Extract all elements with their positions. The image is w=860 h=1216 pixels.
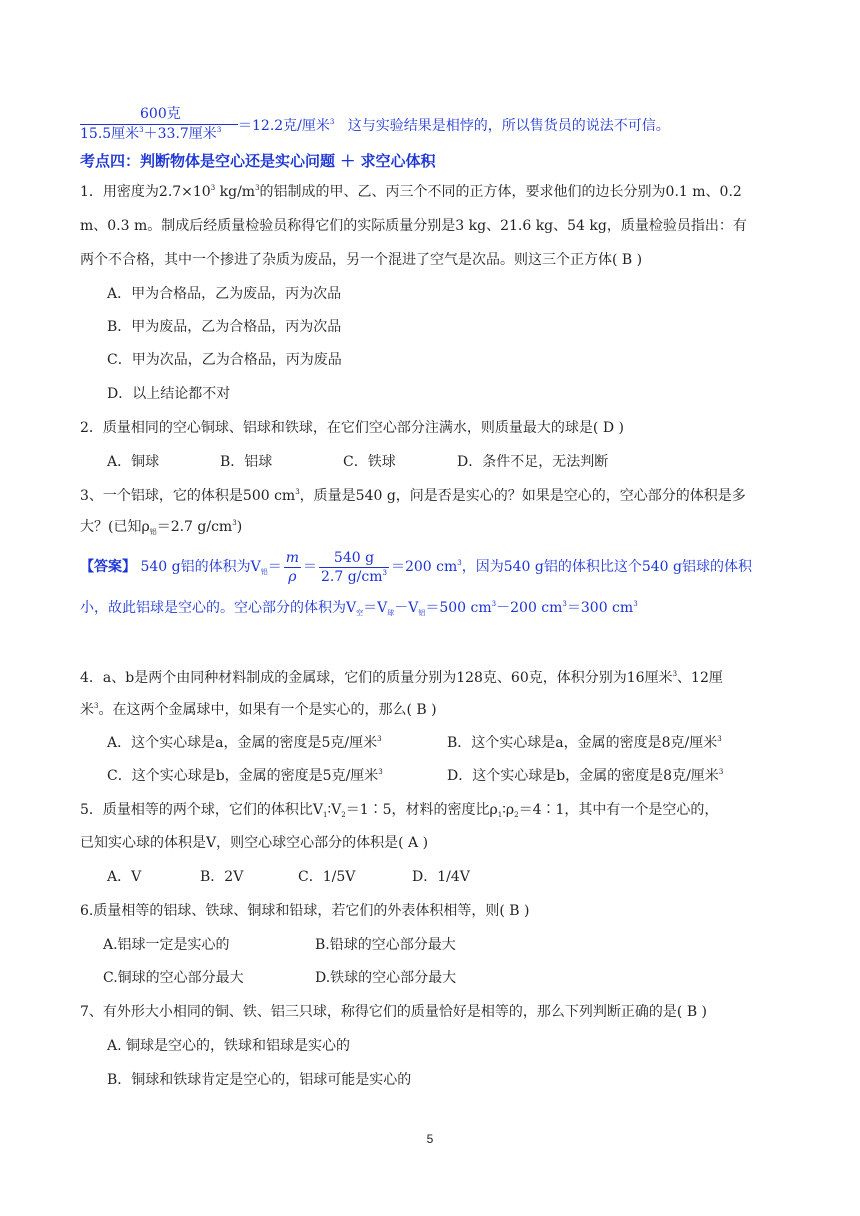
formula-result: ＝12.2克/厘米$^3$ 这与实验结果是相悖的，所以售货员的说法不可信。 xyxy=(238,118,670,134)
q5-option-d: D．1/4V xyxy=(412,869,470,885)
answer-fraction-values: $\frac{540 g}{2.7 g/cm^3}$ xyxy=(320,549,387,585)
q4-option-b: B．这个实心球是a，金属的密度是8克/厘米$^3$ xyxy=(447,735,722,751)
answer-fraction-m-rho: $\frac{m}{\rho}$ xyxy=(285,549,299,585)
q3-line2: 大？(已知$\rho_铝=2.7$ $g/cm^3$) xyxy=(80,519,243,536)
q2-option-b: B．铝球 xyxy=(220,454,273,470)
q4-option-c: C．这个实心球是b，金属的密度是5克/厘米$^3$ xyxy=(107,768,383,784)
q1-option-d: D．以上结论都不对 xyxy=(107,386,231,402)
q1-line2: m、0.3 m。制成后经质量检验员称得它们的实际质量分别是3 kg、21.6 kg、54 kg，质量检验员指出：有 xyxy=(80,218,747,234)
section-title: 考点四：判断物体是空心还是实心问题 ＋ 求空心体积 xyxy=(80,152,436,170)
q1-line3: 两个不合格，其中一个掺进了杂质为废品，另一个混进了空气是次品。则这三个正方体( B ) xyxy=(80,252,643,268)
q6-option-c: C.铜球的空心部分最大 xyxy=(103,970,244,986)
q3-line1: 3、一个铝球，它的体积是500 $cm^3$，质量是540 g，问是否是实心的？如果是空心的，空心部分的体积是多 xyxy=(80,488,746,504)
q6-option-d: D.铁球的空心部分最大 xyxy=(315,970,457,986)
answer-line2: 小，故此铝球是空心的。空心部分的体积为$V_空=V_球-V_铝=500$ $cm^3-200$ $cm^3=300$ $cm^3$ xyxy=(80,600,638,617)
q7-option-b: B．铜球和铁球肯定是空心的，铝球可能是实心的 xyxy=(107,1072,412,1088)
q6-option-a: A.铝球一定是实心的 xyxy=(103,937,230,953)
q4-line1: 4．a、b是两个由同种材料制成的金属球，它们的质量分别为128克、60克，体积分别为16厘米$^3$、12厘 xyxy=(80,670,723,686)
q2-option-c: C．铁球 xyxy=(343,454,396,470)
q4-line2: 米$^3$。在这两个金属球中，如果有一个是实心的，那么( B ) xyxy=(80,702,437,718)
q2-option-a: A．铜球 xyxy=(107,454,160,470)
q1-option-c: C．甲为次品，乙为合格品，丙为废品 xyxy=(107,352,342,368)
q7-stem: 7、有外形大小相同的铜、铁、铝三只球，称得它们的质量恰好是相等的，那么下列判断正确的是( B ) xyxy=(80,1004,708,1020)
q5-line1: 5．质量相等的两个球，它们的体积比$V_1∶V_2=1∶5$，材料的密度比$\rho_1∶\rho_2=4∶1$，其中有一个是空心的， xyxy=(80,802,719,819)
q1-line1: 1．用密度为$2.7\times 10^3$ $kg/m^3$的铝制成的甲、乙、丙三个不同的正方体，要求他们的边长分别为0.1 m、0.2 xyxy=(80,184,742,200)
q2-option-d: D．条件不足，无法判断 xyxy=(457,454,609,470)
q5-option-c: C．1/5V xyxy=(298,869,356,885)
q4-option-d: D．这个实心球是b，金属的密度是8克/厘米$^3$ xyxy=(447,768,724,784)
q6-option-b: B.铅球的空心部分最大 xyxy=(315,937,456,953)
q5-option-b: B．2V xyxy=(200,869,244,885)
formula-numerator: 600克 xyxy=(140,106,181,122)
formula-denominator: 15.5厘米$^3$＋33.7厘米$^3$ xyxy=(80,126,222,142)
q6-stem: 6.质量相等的铝球、铁球、铜球和铅球，若它们的外表体积相等，则( B ) xyxy=(80,903,530,919)
q2-stem: 2．质量相同的空心铜球、铝球和铁球，在它们空心部分注满水，则质量最大的球是( D ) xyxy=(80,420,624,436)
q7-option-a: A. 铜球是空心的，铁球和铝球是实心的 xyxy=(107,1038,351,1054)
q1-option-a: A．甲为合格品，乙为废品，丙为次品 xyxy=(107,286,342,302)
answer-line1: 【答案】 540 g铝的体积为$V_铝=$ $\frac{m}{\rho}$ ＝ $\frac{540 g}{2.7 g/cm^3}$ ＝200 $cm^3$，因为540 g铝的体积比这个540 g铝球的体积 xyxy=(80,549,753,585)
q5-option-a: A．V xyxy=(107,869,142,885)
q5-line2: 已知实心球的体积是V，则空心球空心部分的体积是( A ) xyxy=(80,835,429,851)
q4-option-a: A．这个实心球是a，金属的密度是5克/厘米$^3$ xyxy=(107,735,382,751)
q1-option-b: B．甲为废品，乙为合格品，丙为次品 xyxy=(107,319,342,335)
page-number: 5 xyxy=(426,1132,434,1146)
